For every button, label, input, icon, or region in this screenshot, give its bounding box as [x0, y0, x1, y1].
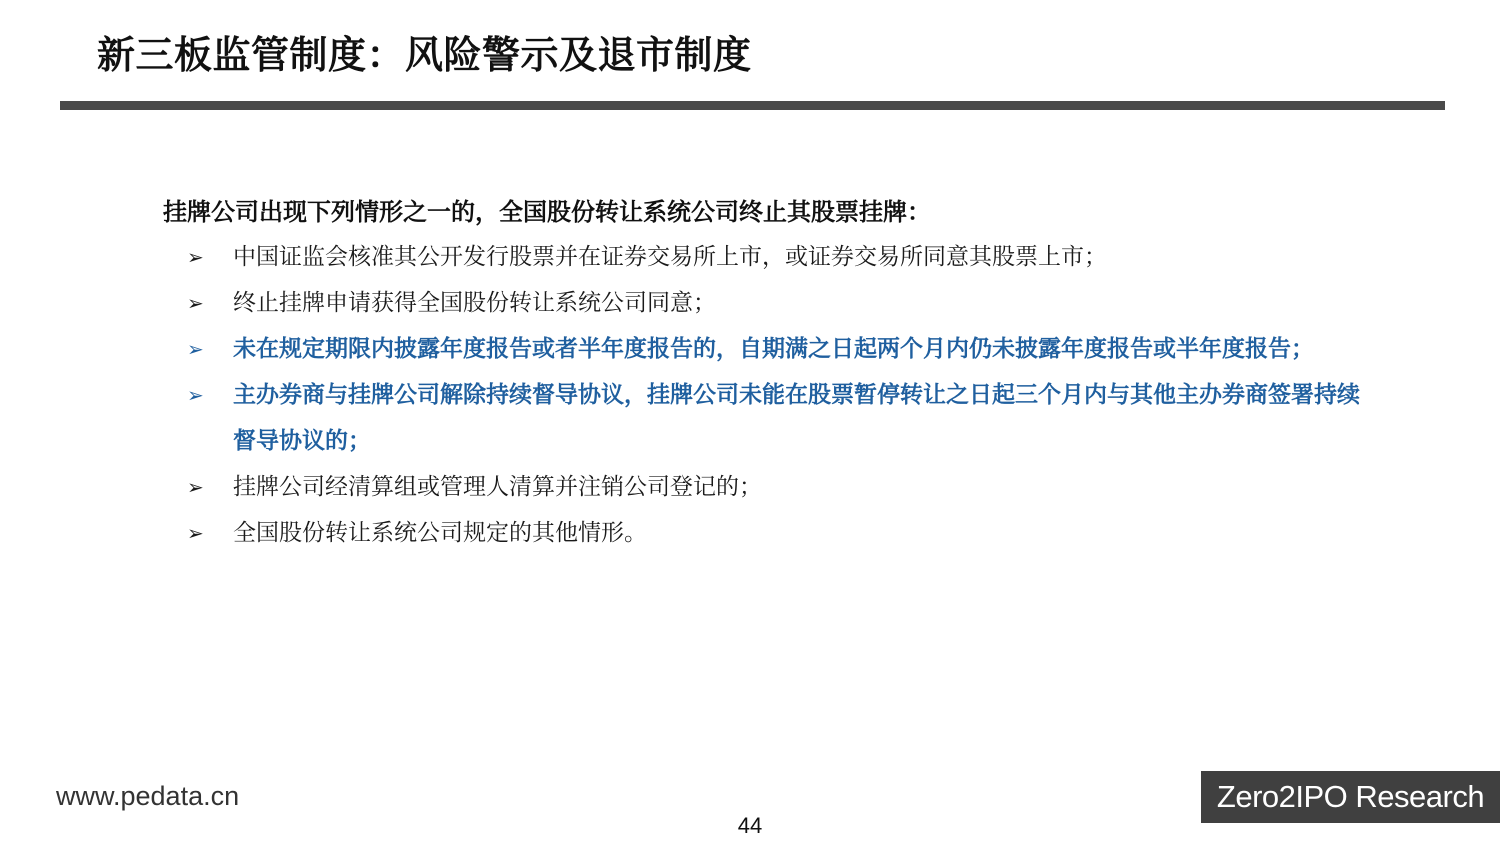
bullet-text: 全国股份转让系统公司规定的其他情形。 [233, 520, 647, 546]
arrow-bullet-icon: ➢ [187, 475, 204, 499]
brand-logo: Zero2IPO Research [1201, 771, 1500, 823]
bullet-item [163, 372, 1363, 464]
bullet-item [163, 280, 1363, 326]
bullet-text: 主办券商与挂牌公司解除持续督导协议，挂牌公司未能在股票暂停转让之日起三个月内与其他主办券商签署持续督导协议的； [233, 382, 1360, 454]
website-url[interactable]: www.pedata.cn [56, 781, 240, 811]
bullet-item [163, 464, 1363, 510]
bullet-item [163, 510, 1363, 556]
arrow-bullet-icon: ➢ [187, 521, 204, 545]
bullet-text: 中国证监会核准其公开发行股票并在证券交易所上市，或证券交易所同意其股票上市； [233, 244, 1107, 270]
bullet-list [163, 234, 1363, 556]
slide-content [163, 190, 1363, 556]
bullet-text: 未在规定期限内披露年度报告或者半年度报告的，自期满之日起两个月内仍未披露年度报告或半年度报告； [233, 336, 1314, 362]
bullet-text: 挂牌公司经清算组或管理人清算并注销公司登记的； [233, 474, 762, 500]
slide-title: 新三板监管制度：风险警示及退市制度 [97, 33, 752, 77]
title-divider [60, 101, 1445, 110]
page-number: 44 [737, 813, 763, 838]
arrow-bullet-icon: ➢ [187, 337, 204, 361]
bullet-text: 终止挂牌申请获得全国股份转让系统公司同意； [233, 290, 716, 316]
content-heading: 挂牌公司出现下列情形之一的，全国股份转让系统公司终止其股票挂牌： [163, 198, 931, 226]
arrow-bullet-icon: ➢ [187, 291, 204, 315]
arrow-bullet-icon: ➢ [187, 245, 204, 269]
bullet-item [163, 326, 1363, 372]
bullet-item [163, 234, 1363, 280]
arrow-bullet-icon: ➢ [187, 383, 204, 407]
